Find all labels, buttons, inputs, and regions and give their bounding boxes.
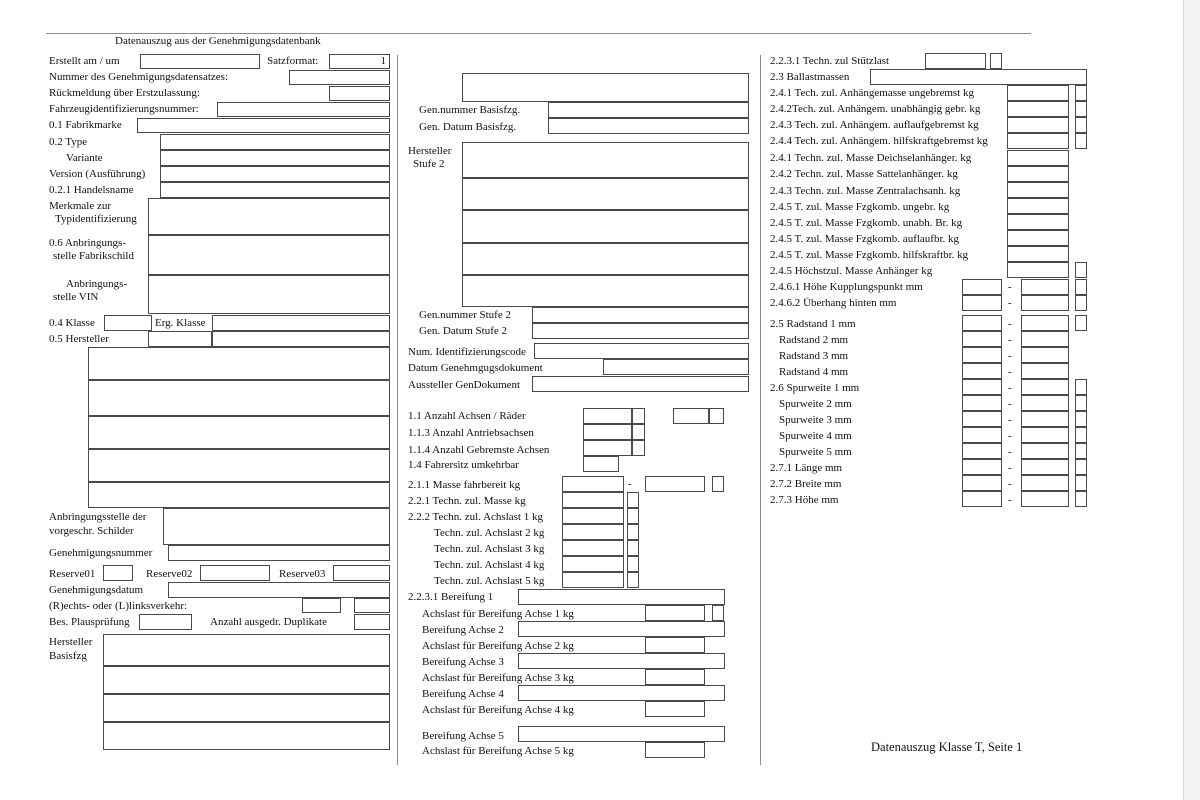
hoehe-to[interactable]: [1021, 491, 1069, 507]
laenge-suffix[interactable]: [1075, 459, 1087, 475]
gebremst-field-suffix[interactable]: [632, 440, 645, 456]
dash-radstand-4: -: [1008, 366, 1012, 378]
label-datum-gen: Datum Genehmgugsdokument: [408, 362, 543, 374]
label-achslast-2: Techn. zul. Achslast 2 kg: [434, 527, 545, 539]
achslast-5-field[interactable]: [562, 572, 624, 588]
achslast-bereifung-4-field[interactable]: [645, 701, 705, 717]
label-anbringung-fabrikschild-1: 0.6 Anbringungs-: [49, 237, 126, 249]
hersteller-stufe-line-2[interactable]: [462, 178, 749, 210]
reserve01-field[interactable]: [103, 565, 133, 581]
label-masse-deichsel: 2.4.1 Techn. zul. Masse Deichselanhänger. kg: [770, 152, 972, 164]
dash-breite: -: [1008, 478, 1012, 490]
spurweite-1-from[interactable]: [962, 379, 1002, 395]
variante-field[interactable]: [160, 150, 390, 166]
label-radstand-4: Radstand 4 mm: [779, 366, 849, 378]
dash-radstand-1: -: [1008, 318, 1012, 330]
label-genehmigungsdatum: Genehmigungsdatum: [49, 584, 144, 596]
label-bereifung-3: Bereifung Achse 3: [422, 656, 504, 668]
label-bereifung-4: Bereifung Achse 4: [422, 688, 504, 700]
spurweite-3-suffix[interactable]: [1075, 411, 1087, 427]
version-field[interactable]: [160, 166, 390, 182]
raeder-field-suffix[interactable]: [709, 408, 724, 424]
hoechstzul-anhaenger-suffix[interactable]: [1075, 262, 1087, 278]
achslast-bereifung-1-suffix[interactable]: [712, 605, 724, 621]
label-aussteller: Aussteller GenDokument: [408, 379, 521, 391]
handelsname-field[interactable]: [160, 182, 390, 198]
dash-spurweite-3: -: [1008, 414, 1012, 426]
spurweite-4-to[interactable]: [1021, 427, 1069, 443]
spurweite-3-from[interactable]: [962, 411, 1002, 427]
fahrersitz-field[interactable]: [583, 456, 619, 472]
label-reserve02: Reserve02: [146, 568, 193, 580]
label-anhaengemasse-auflauf: 2.4.3 Tech. zul. Anhängem. auflaufgebremst kg: [770, 119, 979, 131]
dash-spurweite-2: -: [1008, 398, 1012, 410]
column-divider-1: [397, 55, 398, 765]
dash-kupplungspunkt: -: [1008, 281, 1012, 293]
page-edge: [1183, 0, 1200, 800]
hoechstzul-anhaenger-field[interactable]: [1007, 262, 1069, 278]
fzgkomb-hilfskraft-field[interactable]: [1007, 246, 1069, 262]
hersteller-line-3[interactable]: [88, 416, 390, 449]
anhaengemasse-auflauf-suffix[interactable]: [1075, 117, 1087, 133]
label-bereifung-5: Bereifung Achse 5: [422, 730, 504, 742]
achslast-4-suffix[interactable]: [627, 556, 639, 572]
label-nummer: Nummer des Genehmigungsdatensatzes:: [49, 71, 229, 83]
label-hersteller-basis-2: Basisfzg: [49, 650, 87, 662]
label-fin: Fahrzeugidentifizierungsnummer:: [49, 103, 199, 115]
ballast-field[interactable]: [870, 69, 1087, 85]
spurweite-2-from[interactable]: [962, 395, 1002, 411]
fin-field[interactable]: [217, 102, 390, 117]
label-achslast-bereifung-1: Achslast für Bereifung Achse 1 kg: [422, 608, 574, 620]
hersteller-stufe-line-3[interactable]: [462, 210, 749, 243]
dash-masse-fahrbereit: -: [628, 478, 632, 490]
achslast-bereifung-1-field[interactable]: [645, 605, 705, 621]
spurweite-1-to[interactable]: [1021, 379, 1069, 395]
bereifung-3-field[interactable]: [518, 653, 725, 669]
label-radstand-3: Radstand 3 mm: [779, 350, 849, 362]
label-achsen: 1.1 Anzahl Achsen / Räder: [408, 410, 526, 422]
achsen-field-suffix[interactable]: [632, 408, 645, 424]
achslast-2-field[interactable]: [562, 524, 624, 540]
dash-radstand-2: -: [1008, 334, 1012, 346]
spurweite-5-from[interactable]: [962, 443, 1002, 459]
spurweite-1-suffix[interactable]: [1075, 379, 1087, 395]
anbringung-fabrikschild-field[interactable]: [148, 235, 390, 275]
hersteller-stufe-line-5[interactable]: [462, 275, 749, 307]
rueckmeldung-field[interactable]: [329, 86, 390, 101]
genehmigungsdatum-field[interactable]: [168, 582, 390, 598]
label-bereifung-1: 2.2.3.1 Bereifung 1: [408, 591, 494, 603]
label-handelsname: 0.2.1 Handelsname: [49, 184, 134, 196]
label-duplikate: Anzahl ausgedr. Duplikate: [210, 616, 327, 628]
label-masse-tzm: 2.2.1 Techn. zul. Masse kg: [408, 495, 526, 507]
hersteller-basis-line-1[interactable]: [103, 634, 390, 666]
radstand-2-from[interactable]: [962, 331, 1002, 347]
hersteller-line-5[interactable]: [88, 482, 390, 508]
label-gen-nr-basis: Gen.nummer Basisfzg.: [419, 104, 521, 116]
dash-ueberhang: -: [1008, 297, 1012, 309]
label-gen-dat-basis: Gen. Datum Basisfzg.: [419, 121, 517, 133]
label-ballast: 2.3 Ballastmassen: [770, 71, 850, 83]
label-fzgkomb-ungebr: 2.4.5 T. zul. Masse Fzgkomb. ungebr. kg: [770, 201, 950, 213]
datum-gen-field[interactable]: [603, 359, 749, 375]
merkmale-field[interactable]: [148, 198, 390, 235]
radstand-1-to[interactable]: [1021, 315, 1069, 331]
achslast-3-suffix[interactable]: [627, 540, 639, 556]
label-schilder-2: vorgeschr. Schilder: [49, 525, 134, 537]
label-achslast-bereifung-2: Achslast für Bereifung Achse 2 kg: [422, 640, 574, 652]
label-fahrersitz: 1.4 Fahrersitz umkehrbar: [408, 459, 519, 471]
dash-radstand-3: -: [1008, 350, 1012, 362]
label-spurweite-3: Spurweite 3 mm: [779, 414, 852, 426]
anhaengemasse-hilfskraft-suffix[interactable]: [1075, 133, 1087, 149]
label-antrieb: 1.1.3 Anzahl Antriebsachsen: [408, 427, 534, 439]
label-merkmale-2: Typidentifizierung: [55, 213, 137, 225]
spurweite-3-to[interactable]: [1021, 411, 1069, 427]
label-gen-nr-stufe2: Gen.nummer Stufe 2: [419, 309, 511, 321]
reserve03-field[interactable]: [333, 565, 390, 581]
klasse-field[interactable]: [104, 315, 152, 331]
bereifung-4-field[interactable]: [518, 685, 725, 701]
radstand-4-to[interactable]: [1021, 363, 1069, 379]
achslast-bereifung-2-field[interactable]: [645, 637, 705, 653]
bereifung-1-field[interactable]: [518, 589, 725, 605]
label-spurweite-4: Spurweite 4 mm: [779, 430, 852, 442]
form-title: Datenauszug aus der Genehmigungsdatenbank: [115, 35, 321, 47]
stuetzlast-suffix[interactable]: [990, 53, 1002, 69]
label-ueberhang: 2.4.6.2 Überhang hinten mm: [770, 297, 897, 309]
masse-deichsel-field[interactable]: [1007, 150, 1069, 166]
label-hersteller-stufe-2: Stufe 2: [413, 158, 445, 170]
antrieb-field[interactable]: [583, 424, 632, 440]
top-rule: [46, 33, 1031, 34]
label-erstellt: Erstellt am / um: [49, 55, 120, 67]
schilder-field[interactable]: [163, 508, 390, 545]
stuetzlast-field[interactable]: [925, 53, 986, 69]
dash-spurweite-1: -: [1008, 382, 1012, 394]
fzgkomb-auflauf-field[interactable]: [1007, 230, 1069, 246]
label-genehmigungsnummer: Genehmigungsnummer: [49, 547, 153, 559]
kupplungspunkt-suffix[interactable]: [1075, 279, 1087, 295]
satzformat-field[interactable]: [329, 54, 390, 69]
hersteller-line-4[interactable]: [88, 449, 390, 482]
hersteller-code2-field[interactable]: [212, 331, 390, 347]
hersteller-code-field[interactable]: [148, 331, 212, 347]
ueberhang-suffix[interactable]: [1075, 295, 1087, 311]
label-fzgkomb-auflauf: 2.4.5 T. zul. Masse Fzgkomb. auflaufbr. kg: [770, 233, 960, 245]
dash-hoehe: -: [1008, 494, 1012, 506]
label-erg-klasse: Erg. Klasse: [155, 317, 206, 329]
label-hersteller-basis-1: Hersteller: [49, 636, 93, 648]
label-achslast-bereifung-4: Achslast für Bereifung Achse 4 kg: [422, 704, 574, 716]
genehmigungsnummer-field[interactable]: [168, 545, 390, 561]
achslast-bereifung-3-field[interactable]: [645, 669, 705, 685]
label-anbringung-vin-1: Anbringungs-: [66, 278, 128, 290]
hersteller-line-1[interactable]: [88, 347, 390, 380]
label-masse-fahrbereit: 2.1.1 Masse fahrbereit kg: [408, 479, 521, 491]
label-hoechstzul-anhaenger: 2.4.5 Höchstzul. Masse Anhänger kg: [770, 265, 933, 277]
hersteller-basis-line-3[interactable]: [103, 694, 390, 722]
breite-from[interactable]: [962, 475, 1002, 491]
anbringung-vin-field[interactable]: [148, 275, 390, 314]
label-spurweite-2: Spurweite 2 mm: [779, 398, 852, 410]
label-reserve01: Reserve01: [49, 568, 96, 580]
label-merkmale-1: Merkmale zur: [49, 200, 111, 212]
breite-suffix[interactable]: [1075, 475, 1087, 491]
basis-top-field[interactable]: [462, 73, 749, 102]
masse-fahrbereit-to[interactable]: [645, 476, 705, 492]
achslast-1-suffix[interactable]: [627, 508, 639, 524]
label-hersteller-stufe-1: Hersteller: [408, 145, 452, 157]
label-spurweite-1: 2.6 Spurweite 1 mm: [770, 382, 860, 394]
label-anbringung-vin-2: stelle VIN: [53, 291, 99, 303]
achslast-4-field[interactable]: [562, 556, 624, 572]
laenge-to[interactable]: [1021, 459, 1069, 475]
verkehr-field[interactable]: [302, 598, 341, 613]
plausprüfung-field[interactable]: [139, 614, 192, 630]
label-masse-sattel: 2.4.2 Techn. zul. Masse Sattelanhänger. kg: [770, 168, 958, 180]
spurweite-5-suffix[interactable]: [1075, 443, 1087, 459]
spurweite-5-to[interactable]: [1021, 443, 1069, 459]
label-masse-zentralachs: 2.4.3 Techn. zul. Masse Zentralachsanh. kg: [770, 185, 961, 197]
label-klasse: 0.4 Klasse: [49, 317, 95, 329]
label-num-ident: Num. Identifizierungscode: [408, 346, 526, 358]
erg-klasse-field[interactable]: [212, 315, 390, 331]
anhaengemasse-unabhaengig-field[interactable]: [1007, 101, 1069, 117]
column-divider-2: [760, 55, 761, 765]
achslast-1-field[interactable]: [562, 508, 624, 524]
label-anbringung-fabrikschild-2: stelle Fabrikschild: [53, 250, 134, 262]
anhaengemasse-ungebremst-suffix[interactable]: [1075, 85, 1087, 101]
label-achslast-5: Techn. zul. Achslast 5 kg: [434, 575, 545, 587]
breite-to[interactable]: [1021, 475, 1069, 491]
label-anhaengemasse-ungebremst: 2.4.1 Tech. zul. Anhängemasse ungebremst kg: [770, 87, 975, 99]
hersteller-stufe-line-4[interactable]: [462, 243, 749, 275]
satzformat-value: 1: [380, 55, 386, 67]
num-ident-field[interactable]: [534, 343, 749, 359]
label-version: Version (Ausführung): [49, 168, 146, 180]
label-gen-dat-stufe2: Gen. Datum Stufe 2: [419, 325, 507, 337]
label-achslast-4: Techn. zul. Achslast 4 kg: [434, 559, 545, 571]
ueberhang-to[interactable]: [1021, 295, 1069, 311]
fzgkomb-unabh-field[interactable]: [1007, 214, 1069, 230]
hersteller-line-2[interactable]: [88, 380, 390, 416]
label-type: 0.2 Type: [49, 136, 88, 148]
bereifung-2-field[interactable]: [518, 621, 725, 637]
label-anhaengemasse-unabhaengig: 2.4.2Tech. zul. Anhängem. unabhängig gebr. kg: [770, 103, 981, 115]
radstand-3-to[interactable]: [1021, 347, 1069, 363]
aussteller-field[interactable]: [532, 376, 749, 392]
anhaengemasse-hilfskraft-field[interactable]: [1007, 133, 1069, 149]
radstand-4-from[interactable]: [962, 363, 1002, 379]
page-footer: Datenauszug Klasse T, Seite 1: [871, 740, 1023, 754]
radstand-2-to[interactable]: [1021, 331, 1069, 347]
label-achslast-bereifung-5: Achslast für Bereifung Achse 5 kg: [422, 745, 574, 757]
label-radstand-2: Radstand 2 mm: [779, 334, 849, 346]
label-spurweite-5: Spurweite 5 mm: [779, 446, 852, 458]
ueberhang-from[interactable]: [962, 295, 1002, 311]
dash-laenge: -: [1008, 462, 1012, 474]
anhaengemasse-auflauf-field[interactable]: [1007, 117, 1069, 133]
label-achslast-3: Techn. zul. Achslast 3 kg: [434, 543, 545, 555]
label-breite: 2.7.2 Breite mm: [770, 478, 842, 490]
duplikate-field[interactable]: [354, 614, 390, 630]
hoehe-suffix[interactable]: [1075, 491, 1087, 507]
antrieb-field-suffix[interactable]: [632, 424, 645, 440]
label-rueckmeldung: Rückmeldung über Erstzulassung:: [49, 87, 200, 99]
gebremst-field[interactable]: [583, 440, 632, 456]
masse-fahrbereit-suffix[interactable]: [712, 476, 724, 492]
label-kupplungspunkt: 2.4.6.1 Höhe Kupplungspunkt mm: [770, 281, 923, 293]
masse-fahrbereit-from[interactable]: [562, 476, 624, 492]
gen-dat-stufe2-field[interactable]: [532, 323, 749, 339]
label-fzgkomb-unabh: 2.4.5 T. zul. Masse Fzgkomb. unabh. Br. kg: [770, 217, 963, 229]
kupplungspunkt-to[interactable]: [1021, 279, 1069, 295]
laenge-from[interactable]: [962, 459, 1002, 475]
achsen-field[interactable]: [583, 408, 632, 424]
label-anhaengemasse-hilfskraft: 2.4.4 Tech. zul. Anhängem. hilfskraftgebremst kg: [770, 135, 988, 147]
label-satzformat: Satzformat:: [267, 55, 319, 67]
fzgkomb-ungebr-field[interactable]: [1007, 198, 1069, 214]
radstand-1-suffix[interactable]: [1075, 315, 1087, 331]
label-laenge: 2.7.1 Länge mm: [770, 462, 843, 474]
dash-spurweite-4: -: [1008, 430, 1012, 442]
label-verkehr: (R)echts- oder (L)linksverkehr:: [49, 600, 188, 612]
anhaengemasse-unabhaengig-suffix[interactable]: [1075, 101, 1087, 117]
spurweite-2-to[interactable]: [1021, 395, 1069, 411]
gen-nr-basis-field[interactable]: [548, 102, 749, 118]
achslast-3-field[interactable]: [562, 540, 624, 556]
radstand-1-from[interactable]: [962, 315, 1002, 331]
radstand-3-from[interactable]: [962, 347, 1002, 363]
fabrikmarke-field[interactable]: [137, 118, 390, 133]
label-radstand-1: 2.5 Radstand 1 mm: [770, 318, 856, 330]
reserve02-field[interactable]: [200, 565, 270, 581]
achslast-5-suffix[interactable]: [627, 572, 639, 588]
label-fabrikmarke: 0.1 Fabrikmarke: [49, 119, 122, 131]
masse-zentralachs-field[interactable]: [1007, 182, 1069, 198]
anhaengemasse-ungebremst-field[interactable]: [1007, 85, 1069, 101]
bereifung-5-field[interactable]: [518, 726, 725, 742]
label-schilder-1: Anbringungsstelle der: [49, 511, 147, 523]
erstellt-field[interactable]: [140, 54, 260, 69]
gen-dat-basis-field[interactable]: [548, 118, 749, 134]
masse-tzm-suffix[interactable]: [627, 492, 639, 508]
raeder-field[interactable]: [673, 408, 709, 424]
nummer-field[interactable]: [289, 70, 390, 85]
label-variante: Variante: [66, 152, 103, 164]
label-achslast-1: 2.2.2 Techn. zul. Achslast 1 kg: [408, 511, 543, 523]
label-hersteller: 0.5 Hersteller: [49, 333, 109, 345]
hersteller-stufe-line-1[interactable]: [462, 142, 749, 178]
hoehe-from[interactable]: [962, 491, 1002, 507]
label-reserve03: Reserve03: [279, 568, 326, 580]
label-gebremst: 1.1.4 Anzahl Gebremste Achsen: [408, 444, 550, 456]
achslast-bereifung-5-field[interactable]: [645, 742, 705, 758]
spurweite-4-suffix[interactable]: [1075, 427, 1087, 443]
label-achslast-bereifung-3: Achslast für Bereifung Achse 3 kg: [422, 672, 574, 684]
label-hoehe: 2.7.3 Höhe mm: [770, 494, 839, 506]
label-stuetzlast: 2.2.3.1 Techn. zul Stützlast: [770, 55, 890, 67]
gen-nr-stufe2-field[interactable]: [532, 307, 749, 323]
label-fzgkomb-hilfskraft: 2.4.5 T. zul. Masse Fzgkomb. hilfskraftbr. kg: [770, 249, 969, 261]
spurweite-4-from[interactable]: [962, 427, 1002, 443]
label-bereifung-2: Bereifung Achse 2: [422, 624, 504, 636]
kupplungspunkt-from[interactable]: [962, 279, 1002, 295]
spurweite-2-suffix[interactable]: [1075, 395, 1087, 411]
hersteller-basis-line-2[interactable]: [103, 666, 390, 694]
dash-spurweite-5: -: [1008, 446, 1012, 458]
masse-tzm-field[interactable]: [562, 492, 624, 508]
masse-sattel-field[interactable]: [1007, 166, 1069, 182]
label-plausprüfung: Bes. Plausprüfung: [49, 616, 130, 628]
hersteller-basis-line-4[interactable]: [103, 722, 390, 750]
achslast-2-suffix[interactable]: [627, 524, 639, 540]
verkehr-field-2[interactable]: [354, 598, 390, 613]
type-field[interactable]: [160, 134, 390, 150]
